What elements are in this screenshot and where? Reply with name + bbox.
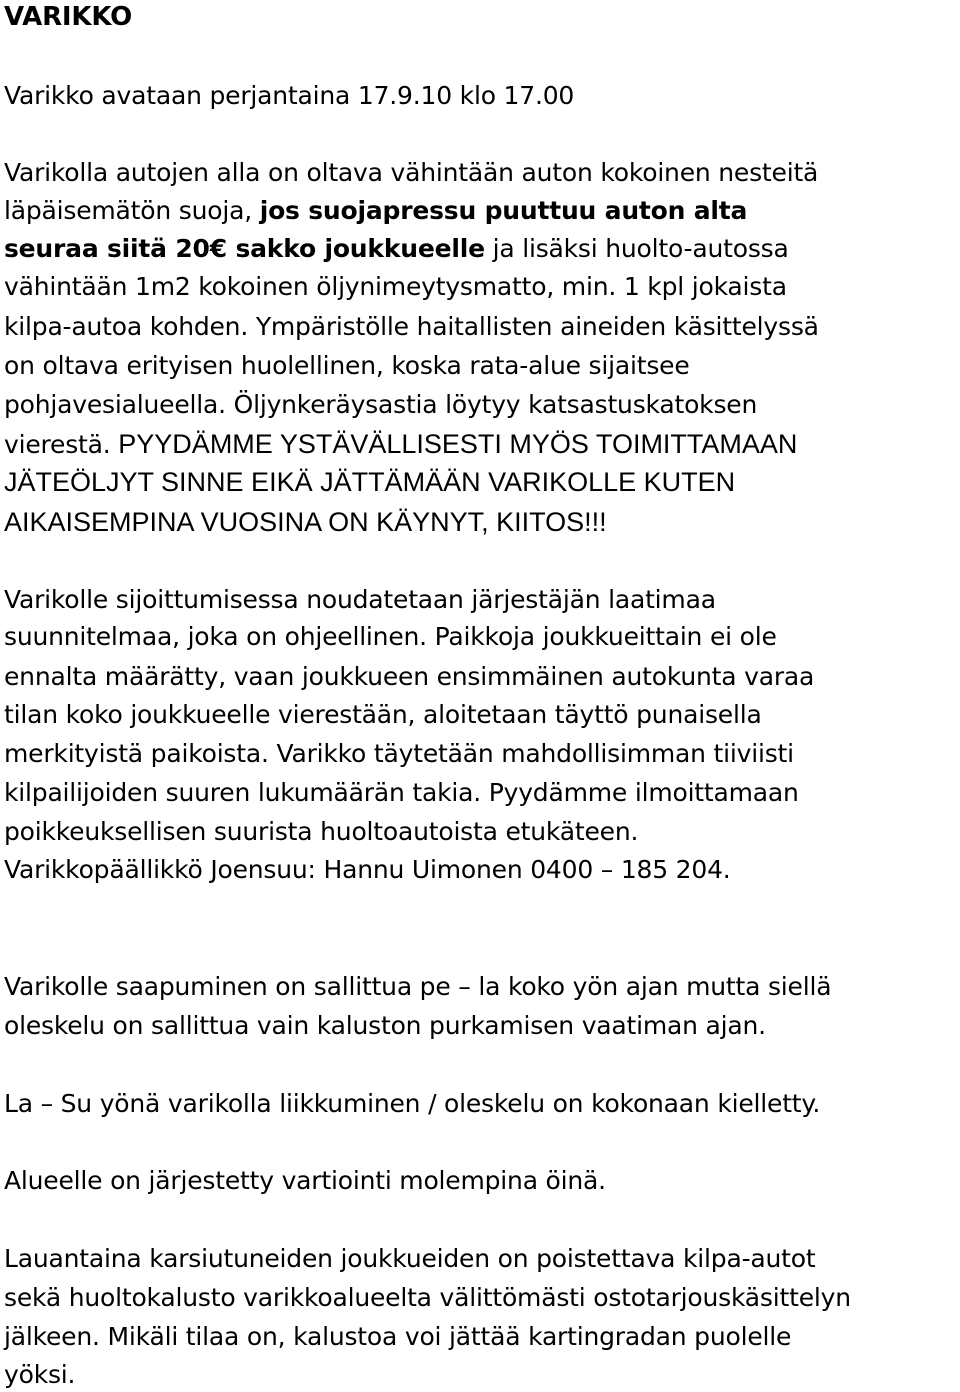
saturday-line-3: jälkeen. Mikäli tilaa on, kalustoa voi jättää kartingradan puolelle: [4, 1322, 792, 1351]
placement-line-6: [4, 776, 799, 810]
rules-line-2: [4, 194, 747, 228]
placement-line-6-text: kilpailijoiden suuren lukumäärän takia.: [4, 778, 489, 807]
saturday-line-1: Lauantaina karsiutuneiden joukkueiden on poistettava kilpa-autot: [4, 1244, 816, 1273]
rules-line-5: kilpa-autoa kohden. Ympäristölle haitallisten aineiden käsittelyssä: [4, 312, 819, 341]
rules-caps-notice: PYYDÄMME YSTÄVÄLLISESTI MYÖS TOIMITTAMAAN: [118, 429, 798, 459]
arrival-line-2: oleskelu on sallittua vain kaluston purkamisen vaatiman ajan.: [4, 1011, 766, 1040]
night-rule: La – Su yönä varikolla liikkuminen / oleskelu on kokonaan kielletty.: [4, 1089, 821, 1118]
rules-line-1: Varikolla autojen alla on oltava vähintään auton kokoinen nesteitä: [4, 158, 819, 187]
rules-line-7: pohjavesialueella. Öljynkeräysastia löytyy katsastuskatoksen: [4, 390, 758, 419]
placement-line-3: ennalta määrätty, vaan joukkueen ensimmäinen autokunta varaa: [4, 662, 815, 691]
rules-penalty-bold: jos suojapressu puuttuu auton alta: [259, 196, 748, 225]
placement-line-6-text-b: Pyydämme ilmoittamaan: [488, 778, 799, 807]
placement-line-2-text-b: Paikkoja joukkueittain ei ole: [434, 622, 777, 651]
opening-time: Varikko avataan perjantaina 17.9.10 klo 17.00: [4, 81, 575, 110]
rules-caps-line-3: AIKAISEMPINA VUOSINA ON KÄYNYT, KIITOS!!!: [4, 507, 607, 537]
rules-line-8-text: vierestä.: [4, 430, 119, 459]
saturday-line-2: sekä huoltokalusto varikkoalueelta välittömästi ostotarjouskäsittelyn: [4, 1283, 851, 1312]
rules-line-4: vähintään 1m2 kokoinen öljynimeytysmatto, min. 1 kpl jokaista: [4, 272, 787, 301]
rules-line-6: on oltava erityisen huolellinen, koska rata-alue sijaitsee: [4, 351, 690, 380]
placement-line-4: tilan koko joukkueelle vierestään, aloitetaan täyttö punaisella: [4, 700, 762, 729]
placement-line-2-text: suunnitelmaa, joka on ohjeellinen.: [4, 622, 435, 651]
placement-line-7: poikkeuksellisen suurista huoltoautoista etukäteen.: [4, 817, 639, 846]
saturday-line-4: yöksi.: [4, 1360, 76, 1389]
placement-line-5: [4, 737, 794, 771]
placement-line-2: [4, 620, 777, 654]
placement-line-5-text: merkityistä paikoista.: [4, 739, 277, 768]
placement-line-5-text-b: Varikko täytetään mahdollisimman tiiviisti: [276, 739, 794, 768]
placement-line-1: Varikolle sijoittumisessa noudatetaan järjestäjän laatimaa: [4, 585, 716, 614]
rules-caps-line-2: JÄTEÖLJYT SINNE EIKÄ JÄTTÄMÄÄN VARIKOLLE KUTEN: [4, 467, 736, 497]
rules-line-2-text: läpäisemätön suoja,: [4, 196, 260, 225]
pit-manager-contact: Varikkopäällikkö Joensuu: Hannu Uimonen 0400 – 185 204.: [4, 855, 731, 884]
rules-line-8: [4, 427, 797, 462]
rules-line-3-text: ja lisäksi huolto-autossa: [484, 234, 789, 263]
arrival-line-1: Varikolle saapuminen on sallittua pe – la koko yön ajan mutta siellä: [4, 972, 832, 1001]
page-title: VARIKKO: [4, 2, 133, 32]
rules-line-3: [4, 232, 789, 266]
guarding-note: Alueelle on järjestetty vartiointi molempina öinä.: [4, 1166, 606, 1195]
rules-penalty-bold-2: seuraa siitä 20€ sakko joukkueelle: [4, 234, 485, 263]
